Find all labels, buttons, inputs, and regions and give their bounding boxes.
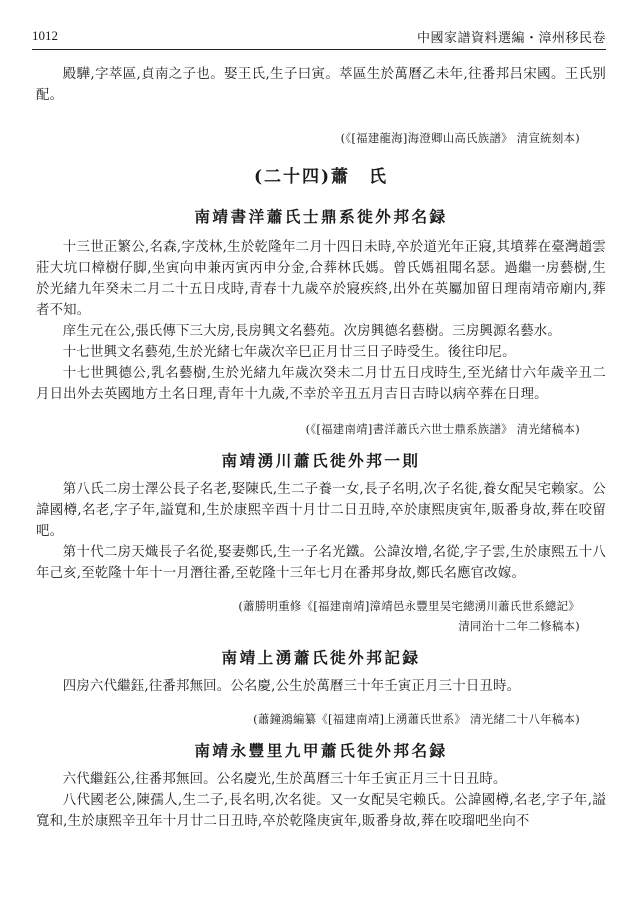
subsection-title: 南靖永豐里九甲蕭氏徙外邦名録 (194, 741, 448, 760)
page-number: 1012 (32, 28, 58, 43)
source-citation: (蕭勝明重修《[福建南靖]漳靖邑永豐里吴宅總湧川蕭氏世系總記》 (238, 599, 580, 613)
page-header (32, 24, 606, 50)
paragraph: 四房六代繼鈺,往番邦無回。公名慶,公生於萬曆三十年壬寅正月三十日丑時。 (62, 679, 521, 694)
section-title: (二十四)蕭 氏 (253, 167, 389, 187)
paragraph: 第八氏二房士澤公長子名老,娶陳氏,生二子養一女,長子名明,次子名徙,養女配吴宅赖家。公諱國樽,名老,字子年,謚寬和,生於康熙辛酉十月廿二日丑時,卒於康熙庚寅年,販番身故,葬在咬留吧。 (36, 482, 606, 539)
paragraph: 十三世正繁公,名森,字茂林,生於乾隆年二月十四日未時,卒於道光年正寢,其墳葬在臺灣趙雲莊大坑口樟樹仔脚,坐寅向申兼丙寅丙申分金,合葬林氏媽。曾氏媽祖聞名瑟。過繼一房藝樹,生於光緒九年癸未二月二十五日戌時,青春十九歲卒於寢疾終,出外在英屬加留日理南靖帝廟内,葬者不知。 (36, 240, 606, 318)
running-title: 中國家譜資料選編・漳州移民卷 (416, 31, 606, 46)
subsection-title: 南靖上湧蕭氏徙外邦記録 (221, 648, 421, 667)
paragraph: 殿驊,字萃區,貞南之子也。娶王氏,生子曰寅。萃區生於萬曆乙未年,往番邦吕宋國。王氏别配。 (36, 67, 606, 103)
source-citation: (蕭鐘鴻編纂《[福建南靖]上湧蕭氏世系》 清光緒二十八年稿本) (253, 712, 580, 726)
page-body (36, 64, 606, 832)
source-citation: (《[福建龍海]海澄卿山高氏族譜》 清宣統刻本) (340, 131, 580, 145)
subsection-title: 南靖湧川蕭氏徙外邦一則 (221, 451, 421, 470)
source-citation: (《[福建南靖]書洋蕭氏六世士鼎系族譜》 清光緒稿本) (305, 422, 580, 436)
paragraph: 十七世興德公,乳名藝樹,生於光緒九年歲次癸未二月廿五日戌時生,至光緒廿六年歲辛丑二月日出外去英國地方土名日理,青年十九歲,不幸於辛丑五月吉日吉時以病卒葬在日理。 (36, 366, 606, 402)
subsection-title: 南靖書洋蕭氏士鼎系徙外邦名録 (194, 207, 448, 226)
paragraph: 八代國老公,陳孺人,生二子,長名明,次名徙。又一女配吴宅赖氏。公諱國樽,名老,字子年,謚寬和,生於康熙辛丑年十月廿二日丑時,卒於乾隆庚寅年,販番身故,葬在咬瑠吧坐向不 (36, 793, 606, 829)
paragraph: 六代繼鈺公,往番邦無回。公名慶光,生於萬曆三十年壬寅正月三十日丑時。 (62, 772, 507, 787)
paragraph: 十七世興文名藝苑,生於光緒七年歲次辛巳正月廿三日子時受生。後往印尼。 (62, 345, 516, 360)
paragraph: 第十代二房天熾長子名從,娶妻鄭氏,生一子名光鐵。公諱汝增,名從,字子雲,生於康熙五十八年己亥,至乾隆十年十一月潛往番,至乾隆十三年七月在番邦身故,鄭氏名應官改嫁。 (36, 545, 606, 581)
paragraph: 庠生元在公,張氏傳下三大房,長房興文名藝苑。次房興德名藝樹。三房興源名藝水。 (62, 324, 561, 339)
source-citation-continued: 清同治十二年二修稿本) (458, 619, 580, 633)
